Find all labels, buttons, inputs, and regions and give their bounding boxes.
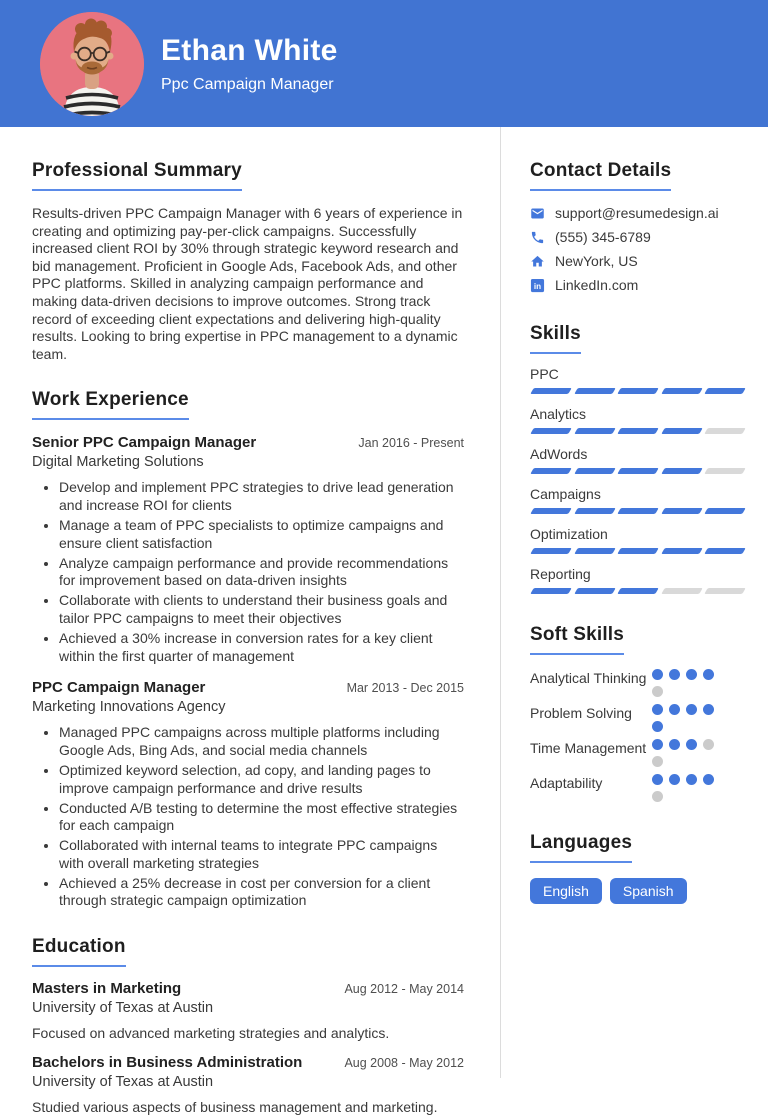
rating-dot <box>686 739 697 750</box>
skill-bar-segment <box>661 508 702 514</box>
skill-item <box>530 526 746 554</box>
soft-skill-item <box>530 774 746 802</box>
skills-list <box>530 366 746 594</box>
rating-dot <box>652 791 663 802</box>
job-bullet: • Managed PPC campaigns across multiple platforms including Google Ads, Bing Ads, and social media channels <box>59 724 464 760</box>
soft-skill-rating <box>652 739 724 767</box>
soft-skill-name: Problem Solving <box>530 705 632 721</box>
jobs-list <box>32 434 464 910</box>
skill-name: PPC <box>530 366 559 382</box>
skill-bar-segment <box>617 468 658 474</box>
soft-skill-rating <box>652 669 724 697</box>
soft-skill-rating <box>652 704 724 732</box>
job-company: Digital Marketing Solutions <box>32 454 204 471</box>
soft-skills-heading: Soft Skills <box>530 624 624 655</box>
person-job-title: Ppc Campaign Manager <box>161 75 334 93</box>
rating-dot <box>652 669 663 680</box>
education-dates: Aug 2012 - May 2014 <box>344 982 464 997</box>
contact-list <box>530 205 746 293</box>
skill-bar <box>530 588 746 594</box>
soft-skills-section <box>530 624 746 802</box>
job-bullets <box>32 479 464 665</box>
skill-bar-segment <box>661 388 702 394</box>
education-section <box>32 936 464 1115</box>
skill-item <box>530 566 746 594</box>
education-list <box>32 980 464 1115</box>
job-dates: Jan 2016 - Present <box>358 436 464 451</box>
skill-bar-segment <box>661 428 702 434</box>
rating-dot <box>652 756 663 767</box>
job-bullet: • Collaborate with clients to understand their business goals and tailor PPC campaigns to meet their objectives <box>59 592 464 628</box>
education-heading: Education <box>32 936 126 967</box>
skill-bar-segment <box>705 468 746 474</box>
rating-dot <box>652 704 663 715</box>
skill-item <box>530 406 746 434</box>
skill-bar-segment <box>574 588 615 594</box>
school-name: University of Texas at Austin <box>32 1074 214 1091</box>
contact-item <box>530 205 746 221</box>
contact-item <box>530 229 746 245</box>
soft-skill-name: Analytical Thinking <box>530 670 647 686</box>
languages-section <box>530 832 746 904</box>
skill-bar-segment <box>617 428 658 434</box>
job-bullet: • Manage a team of PPC specialists to optimize campaigns and ensure client satisfaction <box>59 517 464 553</box>
svg-text:in: in <box>533 281 542 291</box>
skill-item <box>530 366 746 394</box>
contact-item <box>530 253 746 269</box>
soft-skill-rating <box>652 774 724 802</box>
education-dates: Aug 2008 - May 2012 <box>344 1056 464 1071</box>
education-description: Studied various aspects of business management and marketing. <box>32 1099 438 1115</box>
job-dates: Mar 2013 - Dec 2015 <box>346 681 464 696</box>
resume-body <box>0 127 768 1115</box>
soft-skills-list <box>530 669 746 802</box>
education-description: Focused on advanced marketing strategies and analytics. <box>32 1025 390 1042</box>
work-experience-section <box>32 389 464 910</box>
skill-bar-segment <box>705 548 746 554</box>
skill-bar-segment <box>574 548 615 554</box>
school-name: University of Texas at Austin <box>32 1000 214 1017</box>
soft-skill-name: Adaptability <box>530 775 603 791</box>
summary-section <box>32 160 464 363</box>
profile-photo-illustration <box>40 12 144 116</box>
skill-bar <box>530 468 746 474</box>
job-bullet: • Achieved a 25% decrease in cost per conversion for a client through strategic campaign optimization <box>59 875 464 911</box>
skill-name: AdWords <box>530 446 588 462</box>
skill-bar <box>530 548 746 554</box>
skill-item <box>530 486 746 514</box>
contact-heading: Contact Details <box>530 160 671 191</box>
job-company: Marketing Innovations Agency <box>32 699 226 716</box>
skill-bar-segment <box>661 468 702 474</box>
rating-dot <box>686 704 697 715</box>
skill-name: Campaigns <box>530 486 601 502</box>
contact-text: LinkedIn.com <box>555 277 639 293</box>
skill-bar-segment <box>617 588 658 594</box>
job-bullet: • Develop and implement PPC strategies to drive lead generation and increase ROI for clients <box>59 479 464 515</box>
skill-bar-segment <box>530 468 571 474</box>
skill-bar <box>530 388 746 394</box>
job-title: Senior PPC Campaign Manager <box>32 434 257 452</box>
education-entry <box>32 980 464 1041</box>
home-icon <box>530 254 545 269</box>
degree-title: Bachelors in Business Administration <box>32 1054 303 1072</box>
language-pill[interactable]: English <box>530 878 602 904</box>
linkedin-icon <box>530 278 545 293</box>
job-entry <box>32 434 464 665</box>
sidebar-column <box>500 127 768 1078</box>
skill-bar <box>530 508 746 514</box>
skill-bar-segment <box>705 428 746 434</box>
contact-text: (555) 345-6789 <box>555 229 651 245</box>
skill-bar-segment <box>574 468 615 474</box>
phone-icon <box>530 230 545 245</box>
rating-dot <box>703 739 714 750</box>
person-name: Ethan White <box>161 33 338 67</box>
skill-bar-segment <box>661 588 702 594</box>
job-bullet: • Conducted A/B testing to determine the most effective strategies for each campaign <box>59 800 464 836</box>
avatar <box>40 12 144 116</box>
skill-bar-segment <box>530 428 571 434</box>
header-banner <box>0 0 768 127</box>
rating-dot <box>652 774 663 785</box>
job-bullet: • Achieved a 30% increase in conversion rates for a key client within the first quarter of management <box>59 630 464 666</box>
rating-dot <box>652 739 663 750</box>
contact-item <box>530 277 746 293</box>
skill-bar-segment <box>705 588 746 594</box>
skill-bar-segment <box>530 548 571 554</box>
skill-bar-segment <box>617 388 658 394</box>
contact-text: NewYork, US <box>555 253 638 269</box>
degree-title: Masters in Marketing <box>32 980 182 998</box>
rating-dot <box>669 739 680 750</box>
summary-text: Results-driven PPC Campaign Manager with 6 years of experience in creating and optimizing pay-per-click campaigns. Successfully increased client ROI by 30% through strategic keyword research and bid management. Proficient in Google Ads, Facebook Ads, and other PPC platforms. Skilled in analyzing campaign performance and making data-driven decisions to improve outcomes. Strong track record of exceeding client expectations and delivering high-quality results. Looking to bring expertise in PPC management to a dynamic team. <box>32 205 463 362</box>
job-bullets <box>32 724 464 910</box>
skill-bar-segment <box>705 388 746 394</box>
skill-bar-segment <box>705 508 746 514</box>
skill-bar-segment <box>530 508 571 514</box>
languages-list <box>530 878 746 904</box>
rating-dot <box>703 774 714 785</box>
job-title: PPC Campaign Manager <box>32 679 206 697</box>
soft-skill-item <box>530 669 746 697</box>
skill-name: Reporting <box>530 566 591 582</box>
work-experience-heading: Work Experience <box>32 389 189 420</box>
skill-bar-segment <box>530 388 571 394</box>
job-bullet: • Collaborated with internal teams to integrate PPC campaigns with overall marketing strategies <box>59 837 464 873</box>
soft-skill-item <box>530 704 746 732</box>
skill-name: Optimization <box>530 526 608 542</box>
soft-skill-item <box>530 739 746 767</box>
skill-bar-segment <box>661 548 702 554</box>
rating-dot <box>669 704 680 715</box>
skill-bar-segment <box>574 428 615 434</box>
email-icon <box>530 206 545 221</box>
skills-heading: Skills <box>530 323 581 354</box>
skill-bar-segment <box>530 588 571 594</box>
skill-bar <box>530 428 746 434</box>
job-bullet: • Analyze campaign performance and provide recommendations for improvement based on data-driven insights <box>59 555 464 591</box>
rating-dot <box>669 774 680 785</box>
languages-heading: Languages <box>530 832 632 863</box>
skill-bar-segment <box>574 388 615 394</box>
skills-section <box>530 323 746 594</box>
language-pill[interactable]: Spanish <box>610 878 687 904</box>
job-entry <box>32 679 464 910</box>
education-entry <box>32 1054 464 1115</box>
rating-dot <box>703 669 714 680</box>
summary-heading: Professional Summary <box>32 160 242 191</box>
rating-dot <box>686 669 697 680</box>
soft-skill-name: Time Management <box>530 740 647 756</box>
contact-text: support@resumedesign.ai <box>555 205 719 221</box>
main-column <box>0 127 500 1115</box>
rating-dot <box>652 686 663 697</box>
skill-bar-segment <box>574 508 615 514</box>
skill-bar-segment <box>617 548 658 554</box>
rating-dot <box>703 704 714 715</box>
rating-dot <box>652 721 663 732</box>
rating-dot <box>669 669 680 680</box>
skill-item <box>530 446 746 474</box>
rating-dot <box>686 774 697 785</box>
skill-name: Analytics <box>530 406 587 422</box>
skill-bar-segment <box>617 508 658 514</box>
job-bullet: • Optimized keyword selection, ad copy, and landing pages to improve campaign performance and drive results <box>59 762 464 798</box>
contact-section <box>530 160 746 293</box>
